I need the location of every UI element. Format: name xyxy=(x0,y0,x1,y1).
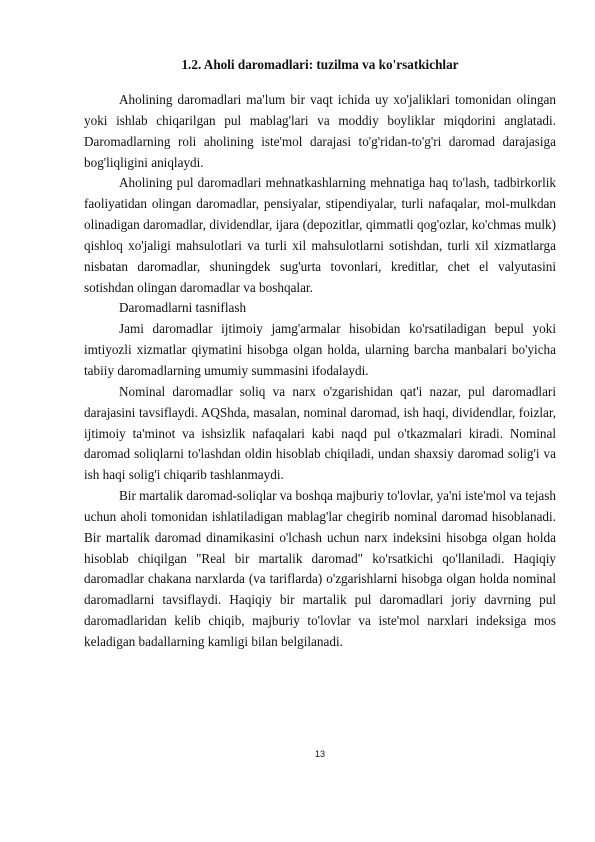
page-number: 13 xyxy=(314,749,325,759)
section-heading: 1.2. Aholi daromadlari: tuzilma va ko'rsatkichlar xyxy=(181,57,459,72)
paragraph-disposable-income: Bir martalik daromad-soliqlar va boshqa majburiy to'lovlar, ya'ni iste'mol va tejash uchun aholi tomonidan ishlatiladigan mablag'lar chegirib nominal daromad hisoblanadi. Bir martalik daromad dinamikasini o'lchash uchun narx indeksini hisobga olgan holda hisoblab chiqilgan "Real bir martalik daromad" ko'rsatkichi qo'llaniladi. Haqiqiy daromadlar chakana narxlarda (va tariflarda) o'zgarishlarni hisobga olgan holda nominal daromadlarni tavsiflaydi. Haqiqiy bir martalik pul daromadlari joriy davrning pul daromadlaridan kelib chiqib, majburiy to'lovlar va iste'mol narxlari indeksiga mos keladigan badallarning kamligi bilan belgilanadi. xyxy=(84,488,556,649)
paragraph-income-definition: Aholining daromadlari ma'lum bir vaqt ichida uy xo'jaliklari tomonidan olingan yoki ishlab chiqarilgan pul mablag'lari va moddiy boyliklar miqdorini anglatadi. Daromadlarning roli aholining iste'mol darajasi to'g'ridan-to'g'ri daromad darajasiga bog'liqligini aniqlaydi. xyxy=(84,92,556,170)
paragraph-total-income: Jami daromadlar ijtimoiy jamg'armalar hisobidan ko'rsatiladigan bepul yoki imtiyozli xizmatlar qiymatini hisobga olgan holda, ularning barcha manbalari bo'yicha tabiiy daromadlarning umumiy summasini ifodalaydi. xyxy=(84,321,556,378)
paragraph-nominal-income: Nominal daromadlar soliq va narx o'zgarishidan qat'i nazar, pul daromadlari darajasini tavsiflaydi. AQShda, masalan, nominal daromad, ish haqi, dividendlar, foizlar, ijtimoiy ta'minot va ishsizlik nafaqalari kabi naqd pul o'tkazmalari kiradi. Nominal daromad soliqlarni to'lashdan oldin hisoblab chiqiladi, undan shaxsiy daromad solig'i va ish haqi solig'i chiqarib tashlanmaydi. xyxy=(84,383,556,483)
paragraph-monetary-income-sources: Aholining pul daromadlari mehnatkashlarning mehnatiga haq to'lash, tadbirkorlik faoliyatidan olingan daromadlar, pensiyalar, stipendiyalar, turli nafaqalar, mol-mulkdan olinadigan daromadlar, dividendlar, ijara (depozitlar, qimmatli qog'ozlar, ko'chmas mulk) qishloq xo'jaligi mahsulotlari va turli xil mahsulotlarni sotishdan, turli xil xizmatlarga nisbatan daromadlar, shuningdek sug'urta tovonlari, kreditlar, chet el valyutasini sotishdan olingan daromadlar va boshqalar. xyxy=(84,175,556,295)
paragraph-income-classification: Daromadlarni tasniflash xyxy=(119,300,247,316)
body-text xyxy=(84,90,556,653)
